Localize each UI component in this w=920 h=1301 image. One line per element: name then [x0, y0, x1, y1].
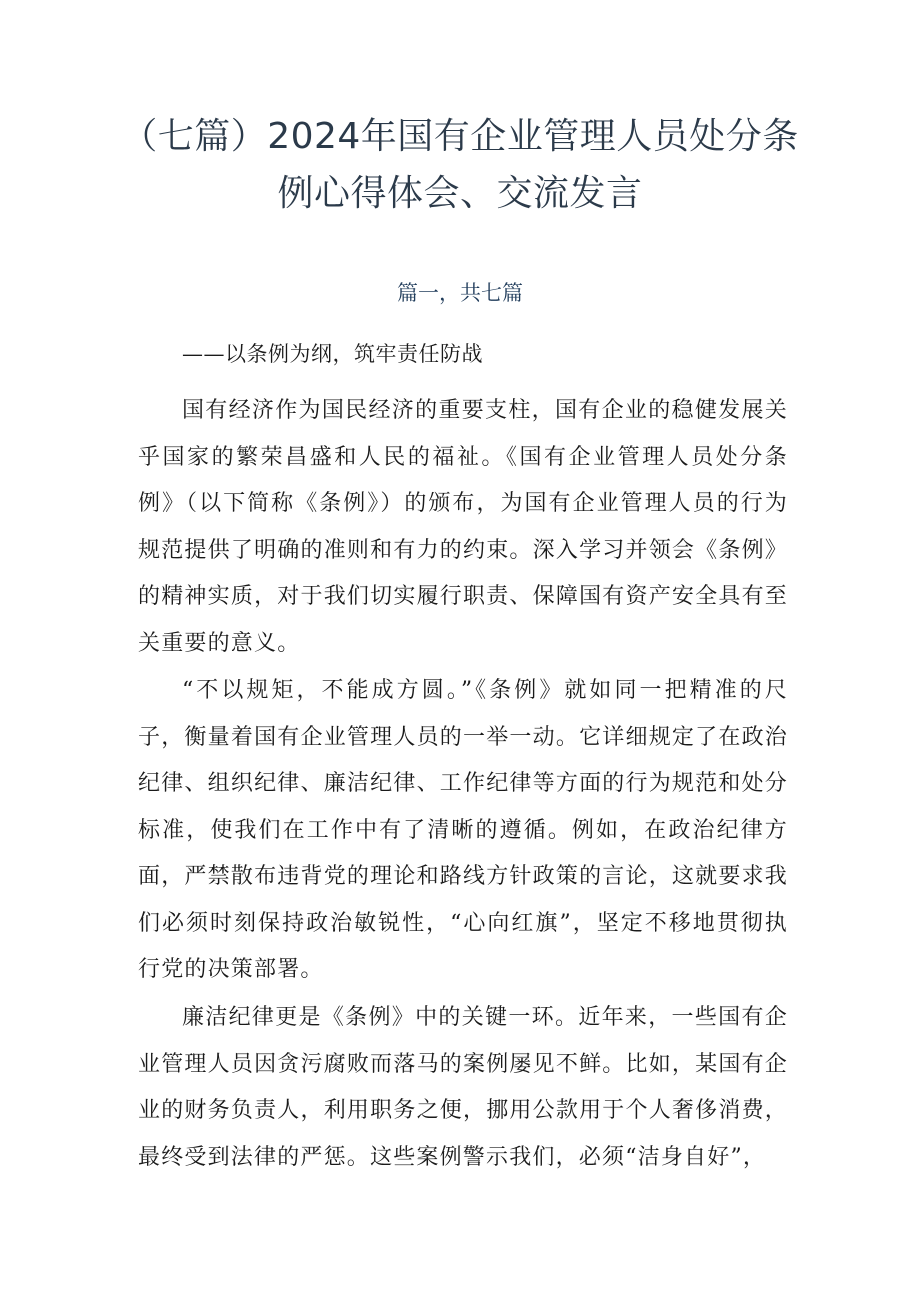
title-line-2: 例心得体会、交流发言	[277, 173, 643, 214]
tagline: ——以条例为纲，筑牢责任防战	[182, 342, 483, 366]
body-paragraph-2: “不以规矩，不能成方圆。”《条例》就如同一把精准的尺子，衡量着国有企业管理人员的一举一动。它详细规定了在政治纪律、组织纪律、廉洁纪律、工作纪律等方面的行为规范和处分标准，使我们在工作中有了清晰的遵循。例如，在政治纪律方面，严禁散布违背党的理论和路线方针政策的言论，这就要求我们必须时刻保持政治敏锐性，“心向红旗”，坚定不移地贯彻执行党的决策部署。	[138, 678, 788, 982]
section-heading: 篇一，共七篇	[397, 281, 523, 305]
document-title	[60, 108, 860, 222]
body-paragraph-3: 廉洁纪律更是《条例》中的关键一环。近年来，一些国有企业管理人员因贪污腐败而落马的案例屡见不鲜。比如，某国有企业的财务负责人，利用职务之便，挪用公款用于个人奢侈消费，最终受到法律的严惩。这些案例警示我们，必须“洁身自好”，	[138, 1005, 788, 1170]
body-paragraph-1: 国有经济作为国民经济的重要支柱，国有企业的稳健发展关乎国家的繁荣昌盛和人民的福祉。《国有企业管理人员处分条例》（以下简称《条例》）的颁布，为国有企业管理人员的行为规范提供了明确的准则和有力的约束。深入学习并领会《条例》的精神实质，对于我们切实履行职责、保障国有资产安全具有至关重要的意义。	[138, 398, 788, 656]
title-line-1: （七篇）2024年国有企业管理人员处分条	[121, 116, 799, 157]
